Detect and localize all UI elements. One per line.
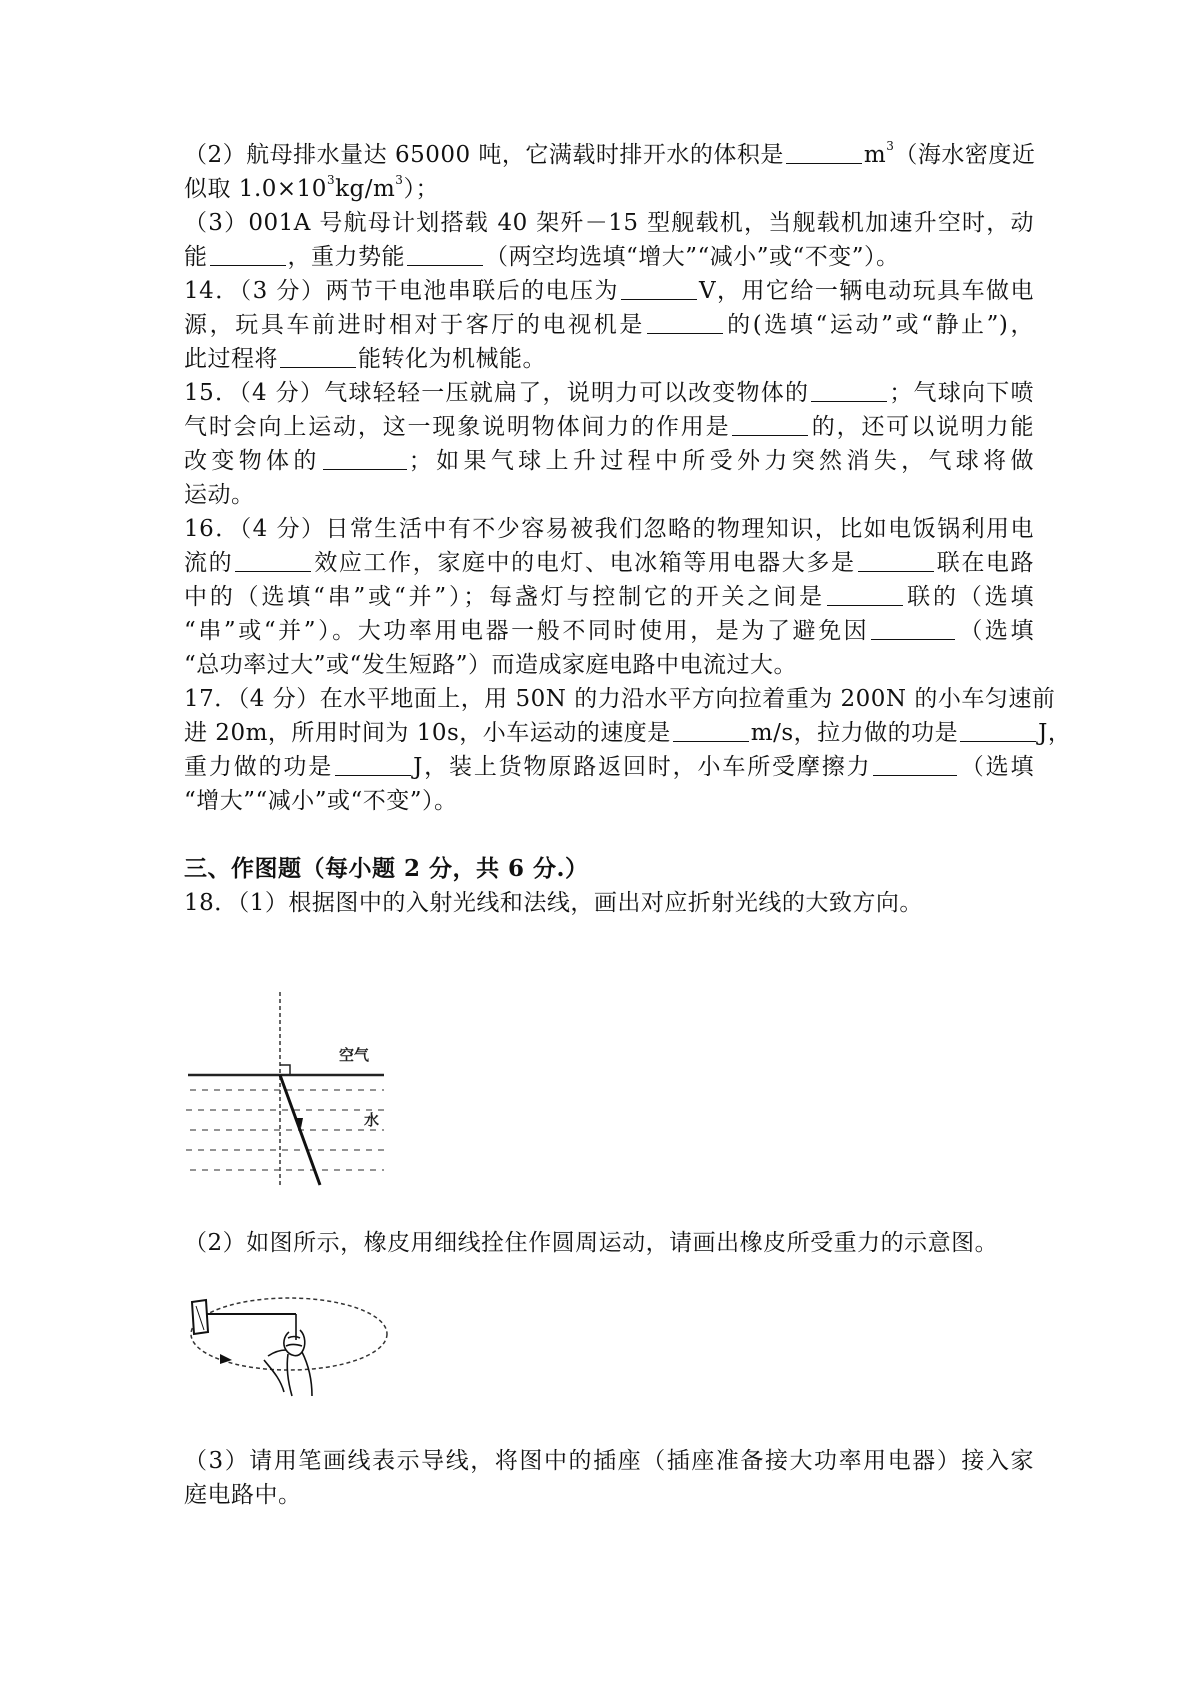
- q17-line3: 重力做的功是 J，装上货物原路返回时，小车所受摩擦力 （选填: [184, 754, 1034, 780]
- q18-p3-line2: 庭电路中。: [184, 1482, 302, 1508]
- q18-p3-line1: （3）请用笔画线表示导线，将图中的插座（插座准备接大功率用电器）接入家: [184, 1448, 1034, 1474]
- q13-p3-line1: （3）001A 号航母计划搭载 40 架歼－15 型舰载机，当舰载机加速升空时，动: [184, 210, 1034, 236]
- answer-blank[interactable]: [827, 583, 903, 606]
- q13-p2-line1: （2）航母排水量达 65000 吨，它满载时排开水的体积是 $m^3$（海水密度近: [184, 139, 1036, 168]
- water-label: 水: [364, 1111, 380, 1129]
- q14-line2: 源，玩具车前进时相对于客厅的电视机是 的(选填“运动”或“静止”)，: [184, 312, 1035, 338]
- answer-blank[interactable]: [621, 277, 697, 300]
- q16-line5: “总功率过大”或“发生短路”）而造成家庭电路中电流过大。: [184, 652, 798, 678]
- q15-line1: 15．（4 分）气球轻轻一压就扁了，说明力可以改变物体的 ；气球向下喷: [184, 380, 1035, 406]
- answer-blank[interactable]: [407, 243, 483, 266]
- answer-blank[interactable]: [858, 549, 934, 572]
- q15-line2: 气时会向上运动，这一现象说明物体间力的作用是 的，还可以说明力能: [184, 414, 1035, 440]
- eraser-circular-motion-figure: [184, 1292, 394, 1402]
- q17-line4: “增大”“减小”或“不变”）。: [184, 788, 458, 814]
- answer-blank[interactable]: [871, 617, 955, 640]
- water-pattern: [186, 1090, 384, 1170]
- q18-p1: 18．（1）根据图中的入射光线和法线，画出对应折射光线的大致方向。: [184, 890, 923, 916]
- q13-p2-line2: 似取 $1.0\times 10^3kg/m^3$）；: [184, 173, 439, 202]
- answer-blank[interactable]: [873, 753, 957, 776]
- answer-blank[interactable]: [280, 345, 356, 368]
- answer-blank[interactable]: [210, 243, 286, 266]
- answer-blank[interactable]: [732, 413, 808, 436]
- q16-line4: “串”或“并”）。大功率用电器一般不同时使用，是为了避免因 （选填: [184, 618, 1034, 644]
- q16-line2: 流的 效应工作，家庭中的电灯、电冰箱等用电器大多是 联在电路: [184, 550, 1035, 576]
- air-label: 空气: [339, 1046, 370, 1064]
- q14-line3: 此过程将 能转化为机械能。: [184, 346, 546, 372]
- answer-blank[interactable]: [235, 549, 311, 572]
- answer-blank[interactable]: [673, 719, 749, 742]
- q16-line1: 16．（4 分）日常生活中有不少容易被我们忽略的物理知识，比如电饭锅利用电: [184, 516, 1034, 542]
- answer-blank[interactable]: [323, 447, 407, 470]
- hand-icon: [264, 1314, 312, 1396]
- q14-line1: 14．（3 分）两节干电池串联后的电压为 V，用它给一辆电动玩具车做电: [184, 278, 1034, 304]
- q18-p2: （2）如图所示，橡皮用细线拴住作圆周运动，请画出橡皮所受重力的示意图。: [184, 1230, 999, 1256]
- refraction-figure: [184, 990, 394, 1190]
- answer-blank[interactable]: [335, 753, 411, 776]
- q15-line3: 改变物体的 ；如果气球上升过程中所受外力突然消失，气球将做: [184, 448, 1035, 474]
- section-heading: 三、作图题（每小题 2 分，共 6 分.）: [184, 855, 589, 882]
- q17-line2: 进 20m，所用时间为 10s，小车运动的速度是 m/s，拉力做的功是 J，: [184, 720, 1072, 746]
- q15-line4: 运动。: [184, 482, 255, 508]
- answer-blank[interactable]: [811, 379, 887, 402]
- q16-line3: 中的（选填“串”或“并”）；每盏灯与控制它的开关之间是 联的（选填: [184, 584, 1034, 610]
- right-angle-mark: [280, 1065, 290, 1075]
- answer-blank[interactable]: [647, 311, 723, 334]
- q13-p3-line2: 能 ，重力势能 （两空均选填“增大”“减小”或“不变”）。: [184, 244, 900, 270]
- q17-line1: 17．（4 分）在水平地面上，用 50N 的力沿水平方向拉着重为 200N 的小车匀速前: [184, 686, 1056, 712]
- answer-blank[interactable]: [960, 719, 1036, 742]
- answer-blank[interactable]: [786, 141, 862, 164]
